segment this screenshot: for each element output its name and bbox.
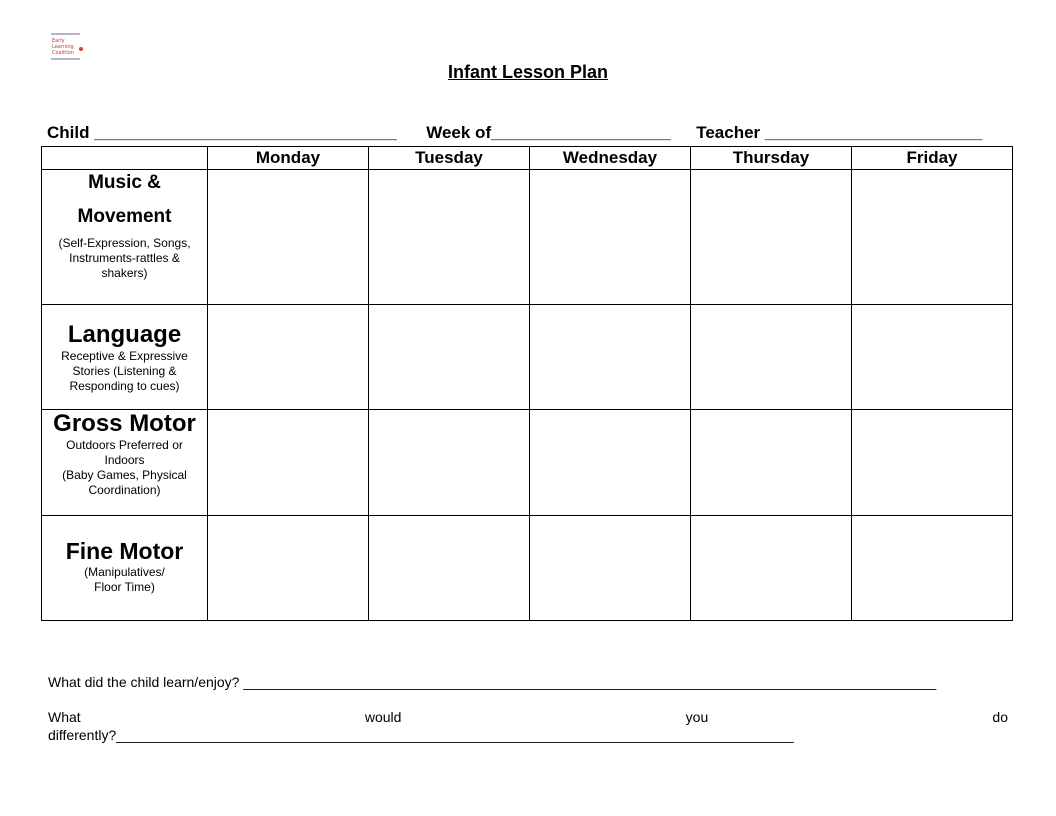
table-header-row: [42, 147, 1013, 170]
row-description: (Self-Expression, Songs,: [58, 236, 191, 250]
organization-logo: [50, 32, 86, 64]
row-label-fine-motor: [42, 516, 208, 621]
row-description: (Baby Games, Physical: [62, 468, 187, 482]
plan-cell[interactable]: [691, 305, 852, 410]
day-header: Friday: [852, 147, 1013, 170]
day-header: Monday: [208, 147, 369, 170]
row-title: Music &: [88, 172, 161, 193]
table-row: [42, 410, 1013, 516]
row-label-music-movement: [42, 170, 208, 305]
row-description: shakers): [101, 266, 148, 280]
table-row: [42, 516, 1013, 621]
plan-cell[interactable]: [691, 410, 852, 516]
plan-cell[interactable]: [369, 170, 530, 305]
row-description: Stories (Listening &: [72, 364, 177, 378]
day-header: Tuesday: [369, 147, 530, 170]
plan-cell[interactable]: [369, 516, 530, 621]
row-description: Indoors: [104, 453, 145, 467]
do-differently-question-line2[interactable]: differently?_______________________________________________________________________________________: [48, 727, 794, 743]
plan-cell[interactable]: [852, 170, 1013, 305]
header-fields: [47, 123, 1017, 143]
svg-text:Coalition: Coalition: [52, 50, 74, 56]
day-header: Thursday: [691, 147, 852, 170]
plan-cell[interactable]: [208, 305, 369, 410]
plan-cell[interactable]: [530, 410, 691, 516]
row-description: Instruments-rattles &: [69, 251, 180, 265]
row-title: Gross Motor: [53, 410, 196, 437]
svg-text:Learning: Learning: [52, 44, 74, 50]
plan-cell[interactable]: [208, 410, 369, 516]
plan-cell[interactable]: [530, 516, 691, 621]
question-word: What: [48, 709, 81, 725]
plan-cell[interactable]: [530, 170, 691, 305]
plan-cell[interactable]: [208, 170, 369, 305]
day-header: Wednesday: [530, 147, 691, 170]
row-title: Language: [67, 321, 182, 348]
table-row: [42, 170, 1013, 305]
page-title: Infant Lesson Plan: [447, 62, 609, 82]
row-label-gross-motor: [42, 410, 208, 516]
do-differently-question-line1: [48, 709, 1008, 725]
row-title: Fine Motor: [65, 538, 184, 564]
plan-cell[interactable]: [208, 516, 369, 621]
row-description: Receptive & Expressive: [61, 349, 188, 363]
teacher-field[interactable]: Teacher _______________________: [696, 123, 983, 142]
plan-cell[interactable]: [852, 410, 1013, 516]
plan-cell[interactable]: [369, 410, 530, 516]
plan-cell[interactable]: [369, 305, 530, 410]
row-description: (Manipulatives/: [84, 565, 165, 579]
lesson-plan-table: [41, 146, 1013, 621]
corner-cell: [42, 147, 208, 170]
plan-cell[interactable]: [691, 516, 852, 621]
row-title: Movement: [77, 206, 172, 227]
plan-cell[interactable]: [852, 305, 1013, 410]
child-field[interactable]: Child ________________________________: [47, 123, 397, 142]
svg-text:Early: Early: [52, 38, 65, 44]
question-word: do: [992, 709, 1008, 725]
row-label-language: [42, 305, 208, 410]
table-row: [42, 305, 1013, 410]
learn-enjoy-question[interactable]: What did the child learn/enjoy? _________________________________________________________________________________________: [48, 674, 937, 690]
row-description: Responding to cues): [69, 379, 180, 393]
plan-cell[interactable]: [691, 170, 852, 305]
plan-cell[interactable]: [530, 305, 691, 410]
week-field[interactable]: Week of___________________: [426, 123, 671, 142]
row-description: Coordination): [88, 483, 161, 497]
row-description: Outdoors Preferred or: [66, 438, 183, 452]
row-description: Floor Time): [94, 580, 155, 594]
question-word: you: [685, 709, 709, 725]
question-word: would: [364, 709, 402, 725]
plan-cell[interactable]: [852, 516, 1013, 621]
